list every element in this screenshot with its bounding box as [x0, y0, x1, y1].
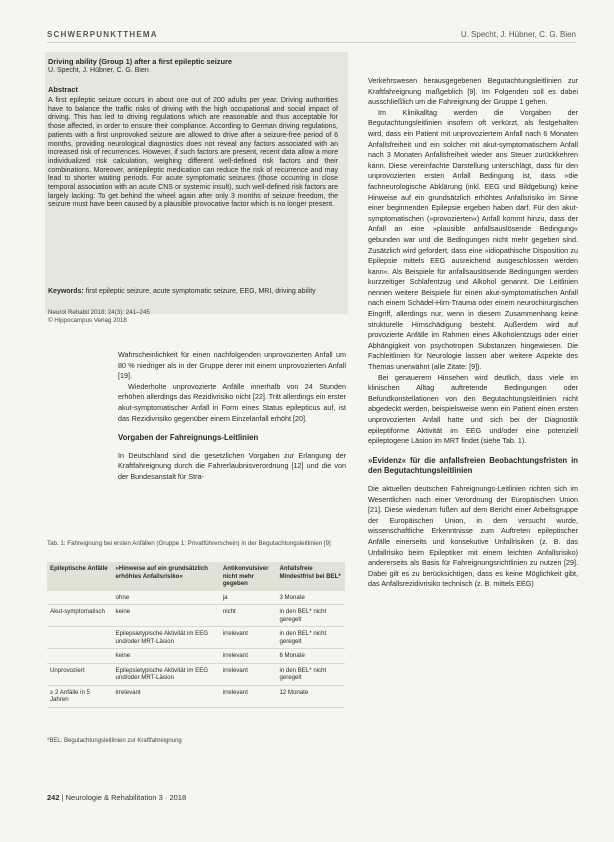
table-cell: in den BEL* nicht geregelt	[276, 627, 345, 649]
section-label: SCHWERPUNKTTHEMA	[47, 30, 158, 39]
table-cell: irrelevant	[113, 685, 220, 707]
table-cell: in den BEL* nicht geregelt	[276, 605, 345, 627]
section-heading: »Evidenz« für die anfallsfreien Beobachtungsfristen in den Begutachtungsleitlinien	[368, 455, 578, 476]
table-row	[47, 663, 345, 685]
header-rule	[47, 42, 576, 43]
table-cell: Epilepsietypische Aktivität im EEG und/oder MRT-Läsion	[113, 627, 220, 649]
table-row	[47, 627, 345, 649]
table-cell: Epilepsietypische Aktivität im EEG und/oder MRT-Läsion	[113, 663, 220, 685]
table-cell: nicht	[220, 605, 277, 627]
table-cell: 3 Monate	[276, 591, 345, 605]
paragraph: In Deutschland sind die gesetzlichen Vorgaben zur Erlangung der Kraftfahreignung durch die Fahrerlaubnisverordnung [12] und die von der Bundesanstalt für Stra-	[118, 450, 346, 481]
table-cell: in den BEL* nicht geregelt	[276, 663, 345, 685]
page-footer: 242 | Neurologie & Rehabilitation 3 · 2018	[47, 793, 187, 802]
table-cell	[47, 627, 113, 649]
table-cell: ja	[220, 591, 277, 605]
page-number: 242	[47, 793, 60, 802]
table-cell: ≥ 2 Anfälle in 5 Jahren	[47, 685, 113, 707]
journal-name: Neurologie & Rehabilitation 3 · 2018	[65, 793, 187, 802]
table-header-cell: Anfallsfreie Mindestfrist bei BEL*	[276, 562, 345, 591]
paragraph: Im Klinikalltag werden die Vorgaben der Begutachtungsleitlinien insofern oft verkürzt, als festgehalten wird, dass ein Patient mit unprovoziertem Anfall nach 6 Monaten Anfallsfreiheit und ein solcher mit akut-symptomatischem Anfall nach 3 Monaten Anfallsfreiheit wieder ans Steuer zurückkehren kann. Diese vereinfachte Darstellung unterschlägt, dass für den unprovozierten ersten Anfall Bedingung ist, dass »die fachneurologische Abklärung (inkl. EEG und Bildgebung) keine Hinweise auf ein grundsätzlich erhöhtes Anfallsrisiko im Sinne einer beginnenden Epilepsie ergeben haben darf. Für den akut-symptomatischen (»provozierten«) Anfall kommt hinzu, dass der Anfall an eine »plausible anfallsauslösende Bedingung« gebunden war und die Bedingungen nicht mehr gegeben sind. Zusätzlich wird gefordert, dass eine »idiopathische Disposition zu Epilepsie mittels EEG ausreichend ausgeschlossen werden kann«. Als Beispiele für anfallsauslösende Bedingungen werden kurzzeitiger Schlafentzug und Alkohol genannt. Die Leitlinien nennen weitere Beispiele für einen akut-symptomatischen Anfall nach einem Schädel-Hirn-Trauma oder einem neurochirurgischen Eingriff, allerdings nur, wenn in diesem Zusammenhang keine strukturelle Hirnschädigung besteht. Außerdem wird auf provozierte Anfälle im Rahmen eines Alkoholentzugs oder einer Abhängigkeit von psychotropen Substanzen hingewiesen. Die Fachleitlinien für Neurologie lassen aber weitere Aspekte des Themas unerwähnt (alle Zitate: [9]).	[368, 107, 578, 372]
table-cell: irrelevant	[220, 649, 277, 664]
keywords-label: Keywords:	[48, 288, 84, 295]
table-cell	[47, 591, 113, 605]
copyright: © Hippocampus Verlag 2018	[48, 317, 127, 324]
section-heading: Vorgaben der Fahreignungs-Leitlinien	[118, 433, 259, 443]
table-header-row	[47, 562, 345, 591]
middle-column	[118, 350, 346, 483]
abstract-source	[48, 309, 150, 325]
table-cell: Akut-symptomatisch	[47, 605, 113, 627]
table-cell: irrelevant	[220, 627, 277, 649]
keywords-text: first epileptic seizure, acute symptomatic seizure, EEG, MRI, driving ability	[85, 288, 316, 295]
table-cell: irrelevant	[220, 663, 277, 685]
table-header-cell: Epileptische Anfälle	[47, 562, 113, 591]
table-row	[47, 591, 345, 605]
table-cell: 6 Monate	[276, 649, 345, 664]
running-head-authors: U. Specht, J. Hübner, C. G. Bien	[460, 30, 576, 39]
paragraph: Wahrscheinlichkeit für einen nachfolgenden unprovozierten Anfall um 80 % niedriger als in der Gruppe derer mit einem unprovozierten Anfall [19].	[118, 350, 346, 381]
abstract-authors: U. Specht, J. Hübner, C. G. Bien	[48, 67, 149, 74]
table-cell: 12 Monate	[276, 685, 345, 707]
table-footnote: *BEL: Begutachtungsleitlinien zur Kraftfahreignung	[47, 738, 182, 744]
table-header-cell: »Hinweise auf ein grundsätzlich erhöhtes Anfallsrisiko«	[113, 562, 220, 591]
table-row	[47, 605, 345, 627]
table-header-cell: Antikonvulsiver nicht mehr gegeben	[220, 562, 277, 591]
table-cell: irrelevant	[220, 685, 277, 707]
paragraph: Verkehrswesen herausgegebenen Begutachtungsleitlinien zur Kraftfahreignung maßgeblich [9]. Im Folgenden soll es dabei ausschließlich um die Fahreignung der Gruppe 1 gehen.	[368, 76, 578, 107]
abstract-title: Driving ability (Group 1) after a first epileptic seizure	[48, 57, 232, 66]
table-row	[47, 685, 345, 707]
abstract-text: A first epileptic seizure occurs in about one out of 200 adults per year. Driving authorities have to balance the traffic risks of driving with the high occupational and social impact of driving. This has led to driving regulations which are reasonable and thus acceptable for those affected, in order to ensure their compliance. According to German driving regulations, patients with a first unprovoked seizure are allowed to drive after a seizure-free period of 6 months, providing neurological diagnostics does not reveal any factors associated with an increased risk of recurrences. However, if such factors are present, recent data allow a more individualized risk calculation, weighing different well-defined risk factors and their combinations. Moreover, antiepileptic medication can reduce the risk of recurrence and may lead to shorter waiting periods. For acute symptomatic seizures (those occurring in close temporal association with an acute CNS or systemic insult), such well-defined risk factors are largely lacking. To get behind the wheel again after only 3 months of seizure freedom, the seizure must have been caused by a plausible provocative factor which is no longer present.	[48, 97, 338, 209]
right-column	[368, 76, 578, 590]
abstract-label: Abstract	[48, 85, 78, 94]
table-cell: keine	[113, 649, 220, 664]
paragraph: Wiederholte unprovozierte Anfälle innerhalb von 24 Stunden erhöhen allerdings das Rezidivrisiko nicht [22]. Tritt allerdings ein erster akut-symptomatischer Anfall in Form eines Status epilepticus auf, ist das Rezidivrisiko gegenüber einem Einzelanfall erhöht [20].	[118, 381, 346, 423]
table-row	[47, 649, 345, 664]
citation-source: Neurol Rehabil 2018; 24(3): 241–245	[48, 309, 150, 316]
table-cell: Unprovoziert	[47, 663, 113, 685]
abstract-keywords	[48, 288, 338, 297]
table-cell: keine	[113, 605, 220, 627]
paragraph: Die aktuellen deutschen Fahreignungs-Leitlinien richten sich im Wesentlichen nach einer Verordnung der Europäischen Union [21]. Diese wiederum fußen auf dem Bericht einer Arbeitsgruppe der Europäischen Union, in dem versucht wurde, wissenschaftliche Erkenntnisse zum Auftreten epileptischer Anfälle einerseits und konsekutive Unfallrisiken (z. B. das Unfallrisiko beim Epileptiker mit einem leichten Anfallsrisiko) andererseits als Basis für Fahreignungsrichtlinien zu nutzen [29]. Dabei gilt es zu berücksichtigen, dass es keine Möglichkeit gibt, das Anfallsrezidivrisiko technisch (z. B. mittels EEG)	[368, 483, 578, 589]
table-cell	[47, 649, 113, 664]
table-caption: Tab. 1: Fahreignung bei ersten Anfällen (Gruppe 1: Privatführerschein) in der Begutachtungsleitlinien [9]	[47, 540, 331, 547]
table-cell: ohne	[113, 591, 220, 605]
paragraph: Bei genauerem Hinsehen wird deutlich, dass viele im klinischen Alltag auftretende Bedingungen oder Befundkonstellationen von den Begutachtungsleitlinien nicht abgedeckt werden, beispielsweise wenn ein Patient einen ersten unprovozierten Anfall hatte und sich bei der Diagnostik epileptiforme Aktivität im EEG und/oder eine potenziell epileptogene Läsion im MRT findet (siehe Tab. 1).	[368, 372, 578, 446]
fahreignung-table	[47, 562, 345, 708]
